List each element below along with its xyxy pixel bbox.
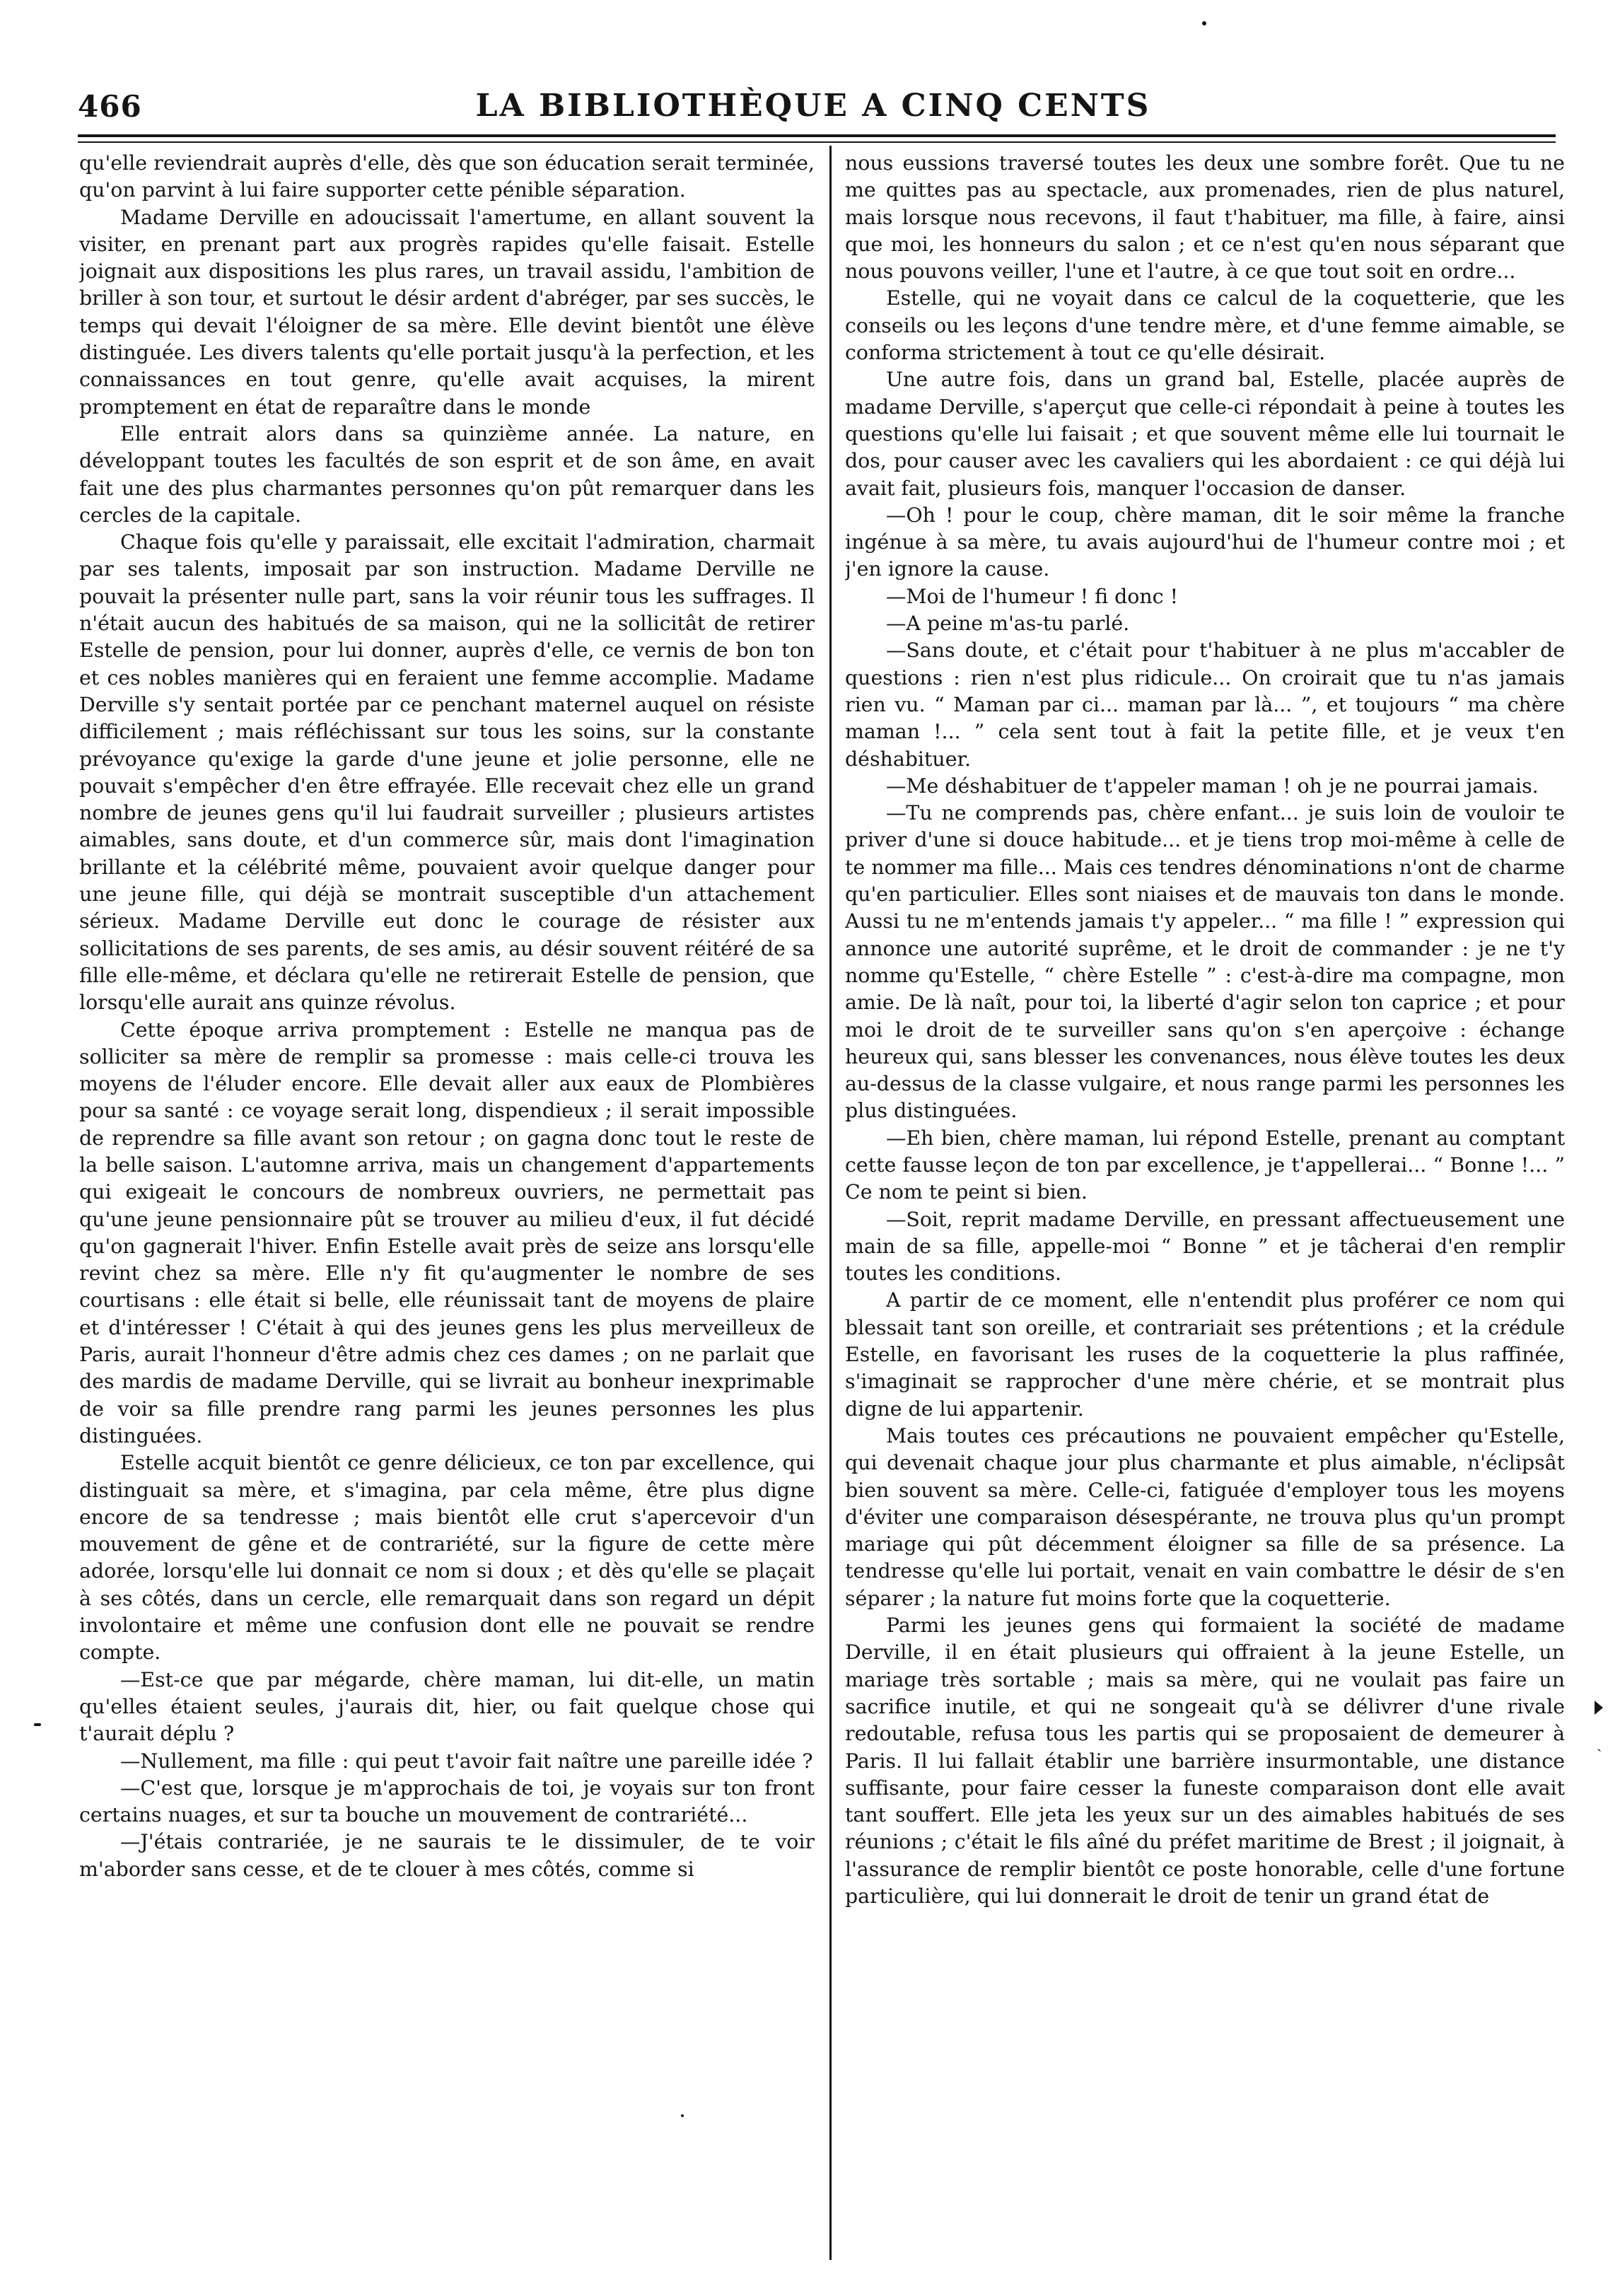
dialogue-line: —Me déshabituer de t'appeler maman ! oh je ne pourrai jamais. (886, 774, 1539, 798)
header-rule (78, 134, 1556, 137)
print-speck (681, 2114, 684, 2117)
running-title: LA BIBLIOTHÈQUE A CINQ CENTS (475, 88, 1151, 124)
column-divider (829, 146, 832, 2260)
margin-arrow-mark (1595, 1701, 1603, 1715)
print-speck (1202, 21, 1206, 25)
dialogue-line: —Eh bien, chère maman, lui répond Estelle, prenant au comptant cette fausse leçon de ton par excellence, je t'appellerai... “ Bonne !... ” Ce nom te peint si bien. (845, 1126, 1565, 1204)
paragraph: Chaque fois qu'elle y paraissait, elle excitait l'admiration, charmait par ses talents, imposait par son instruction. Madame Derville ne pouvait la présenter nulle part, sans la voir réunir tous les suffrages. Il n'était aucun des habitués de sa maison, qui ne la sollicitât de retirer Estelle de pension, pour lui donner, auprès d'elle, ce vernis de bon ton et ces nobles manières qui en feraient une femme accomplie. Madame Derville s'y sentait portée par ce penchant maternel auquel on résiste difficilement ; mais réfléchissant sur tous les soins, sur la constante prévoyance qu'exige la garde d'une jeune et jolie personne, elle ne pouvait s'empêcher d'en être effrayée. Elle recevait chez elle un grand nombre de jeunes gens qu'il lui faudrait surveiller ; plusieurs artistes aimables, sans doute, et d'un commerce sûr, mais dont l'imagination brillante et la célébrité même, pouvaient avoir quelque danger pour une jeune fille, qui déjà se montrait susceptible d'un attachement sérieux. Madame Derville eut donc le courage de résister aux sollicitations de ses parents, de ses amis, au désir souvent réitéré de sa fille elle-même, et déclara qu'elle ne retirerait Estelle de pension, que lorsqu'elle aurait ans quinze révolus. (79, 530, 815, 1015)
dialogue-line: —C'est que, lorsque je m'approchais de toi, je voyais sur ton front certains nuages, et sur ta bouche un mouvement de contrariété... (79, 1776, 815, 1827)
paragraph: Mais toutes ces précautions ne pouvaient empêcher qu'Estelle, qui devenait chaque jour plus charmante et plus aimable, n'éclipsât bien souvent sa mère. Celle-ci, fatiguée d'employer tous les moyens d'éviter une comparaison désespérante, ne trouva plus qu'un prompt mariage qui pût décemment éloigner sa fille de sa présence. La tendresse qu'elle lui portait, venait en vain combattre le désir de s'en séparer ; la nature fut moins forte que la coquetterie. (845, 1423, 1565, 1610)
dialogue-line: —Nullement, ma fille : qui peut t'avoir fait naître une pareille idée ? (120, 1749, 813, 1773)
left-column (79, 150, 815, 2264)
right-column (845, 150, 1565, 2264)
dialogue-line: —Moi de l'humeur ! fi donc ! (886, 584, 1178, 608)
print-speck (34, 1723, 41, 1726)
dialogue-line: —J'étais contrariée, je ne saurais te le dissimuler, de te voir m'aborder sans cesse, et de te clouer à mes côtés, comme si (79, 1830, 815, 1881)
paragraph: A partir de ce moment, elle n'entendit plus proférer ce nom qui blessait tant son oreille, et contrariait ses prétentions ; et la crédule Estelle, en favorisant les ruses de la coquetterie la plus raffinée, s'imaginait se rapprocher d'une mère chérie, et se montrait plus digne de lui appartenir. (845, 1288, 1565, 1421)
paragraph: Estelle, qui ne voyait dans ce calcul de la coquetterie, que les conseils ou les leçons d'une tendre mère, et d'une femme aimable, se conforma strictement à tout ce qu'elle désirait. (845, 286, 1565, 365)
margin-tick-mark: ˎ (1597, 1735, 1602, 1752)
dialogue-line: —Oh ! pour le coup, chère maman, dit le soir même la franche ingénue à sa mère, tu avais aujourd'hui de l'humeur contre moi ; et j'en ignore la cause. (845, 503, 1565, 581)
dialogue-line: —Sans doute, et c'était pour t'habituer à ne plus m'accabler de questions : rien n'est plus ridicule... On croirait que tu n'as jamais rien vu. “ Maman par ci... maman par là... ”, et toujours “ ma chère maman !... ” cela sent tout à fait la petite fille, et je veux t'en déshabituer. (845, 639, 1565, 771)
page-header (78, 85, 1549, 134)
paragraph: Cette époque arriva promptement : Estelle ne manqua pas de solliciter sa mère de remplir sa promesse : mais celle-ci trouva les moyens de l'éluder encore. Elle devait aller aux eaux de Plombières pour sa santé : ce voyage serait long, dispendieux ; il serait impossible de reprendre sa fille avant son retour ; on gagna donc tout le reste de la belle saison. L'automne arriva, mais un changement d'appartements qui exigeait le concours de nombreux ouvriers, ne permettait pas qu'une jeune pensionnaire pût se trouver au milieu d'eux, il fut décidé qu'on gagnerait l'hiver. Enfin Estelle avait près de seize ans lorsqu'elle revint chez sa mère. Elle n'y fit qu'augmenter le nombre de ses courtisans : elle était si belle, elle réunissait tant de moyens de plaire et d'intéresser ! C'était à qui des jeunes gens les plus merveilleux de Paris, aurait l'honneur d'être admis chez ces dames ; on ne parlait que des mardis de madame Derville, qui se livrait au bonheur inexprimable de voir sa fille prendre rang parmi les jeunes personnes les plus distinguées. (79, 1018, 815, 1447)
dialogue-line: —Est-ce que par mégarde, chère maman, lui dit-elle, un matin qu'elles étaient seules, j'aurais dit, hier, ou fait quelque chose qui t'aurait déplu ? (79, 1667, 815, 1746)
paragraph: Elle entrait alors dans sa quinzième année. La nature, en développant toutes les facultés de son esprit et de son âme, en avait fait une des plus charmantes personnes qu'on pût remarquer dans les cercles de la capitale. (79, 421, 815, 527)
dialogue-line: —Tu ne comprends pas, chère enfant... je suis loin de vouloir te priver d'une si douce habitude... et je tiens trop moi-même à celle de te nommer ma fille... Mais ces tendres dénominations n'ont de charme qu'en particulier. Elles sont niaises et de mauvais ton dans le monde. Aussi tu ne m'entends jamais t'y appeler... “ ma fille ! ” expression qui annonce une autorité suprême, et le droit de commander : je ne t'y nomme qu'Estelle, “ chère Estelle ” : c'est-à-dire ma compagne, mon amie. De là naît, pour toi, la liberté d'agir selon ton caprice ; et pour moi le droit de te surveiller sans qu'on s'en aperçoive : échange heureux qui, sans blesser les convenances, nous élève toutes les deux au-dessus de la classe vulgaire, et nous range parmi les personnes les plus distinguées. (845, 801, 1565, 1123)
paragraph: Estelle acquit bientôt ce genre délicieux, ce ton par excellence, qui distinguait sa mère, et s'imagina, par cela même, être plus digne encore de sa tendresse ; mais bientôt elle crut s'apercevoir d'un mouvement de gêne et de contrariété, sur la figure de cette mère adorée, lorsqu'elle lui donnait ce nom si doux ; et dès qu'elle se plaçait à ses côtés, dans un cercle, elle remarquait dans son regard un dépit involontaire et même une confusion dont elle ne pouvait se rendre compte. (79, 1451, 815, 1665)
page-number: 466 (78, 89, 142, 124)
paragraph: Parmi les jeunes gens qui formaient la société de madame Derville, il en était plusieurs qui offraient à la jeune Estelle, un mariage très sortable ; mais sa mère, qui ne voulait pas faire un sacrifice inutile, et qui ne songeait qu'à se délivrer d'une rivale redoutable, refusa tous les partis qui se proposaient de demeurer à Paris. Il lui fallait établir une barrière insurmontable, une distance suffisante, pour faire cesser la funeste comparaison dont elle avait tant souffert. Elle jeta les yeux sur un des aimables habitués de ses réunions ; c'était le fils aîné du préfet maritime de Brest ; il joignait, à l'assurance de remplir bientôt ce poste honorable, celle d'une fortune particulière, qui lui donnerait le droit de tenir un grand état de (845, 1614, 1565, 1908)
dialogue-line: —A peine m'as-tu parlé. (886, 612, 1130, 636)
paragraph: Une autre fois, dans un grand bal, Estelle, placée auprès de madame Derville, s'aperçut que celle-ci répondait à peine à toutes les questions qu'elle lui faisait ; et que souvent même elle lui tournait le dos, pour causer avec les cavaliers qui les abordaient : ce qui déjà lui avait fait, plusieurs fois, manquer l'occasion de danser. (845, 368, 1565, 500)
dialogue-line: —Soit, reprit madame Derville, en pressant affectueusement une main de sa fille, appelle-moi “ Bonne ” et je tâcherai d'en remplir toutes les conditions. (845, 1207, 1565, 1286)
header-rule-thin (78, 141, 1556, 143)
paragraph: nous eussions traversé toutes les deux une sombre forêt. Que tu ne me quittes pas au spectacle, aux promenades, rien de plus naturel, mais lorsque nous recevons, il faut t'habituer, ma fille, à faire, ainsi que moi, les honneurs du salon ; et ce n'est qu'en nous séparant que nous pouvons veiller, l'une et l'autre, à ce que tout soit en ordre... (845, 151, 1565, 284)
paragraph: Madame Derville en adoucissait l'amertume, en allant souvent la visiter, en prenant part aux progrès rapides qu'elle faisait. Estelle joignait aux dispositions les plus rares, un travail assidu, l'ambition de briller à son tour, et surtout le désir ardent d'abréger, par ses succès, le temps qui devait l'éloigner de sa mère. Elle devint bientôt une élève distinguée. Les divers talents qu'elle portait jusqu'à la perfection, et les connaissances en tout genre, qu'elle avait acquises, la mirent promptement en état de reparaître dans le monde (79, 205, 815, 419)
paragraph: qu'elle reviendrait auprès d'elle, dès que son éducation serait terminée, qu'on parvint à lui faire supporter cette pénible séparation. (79, 151, 815, 202)
